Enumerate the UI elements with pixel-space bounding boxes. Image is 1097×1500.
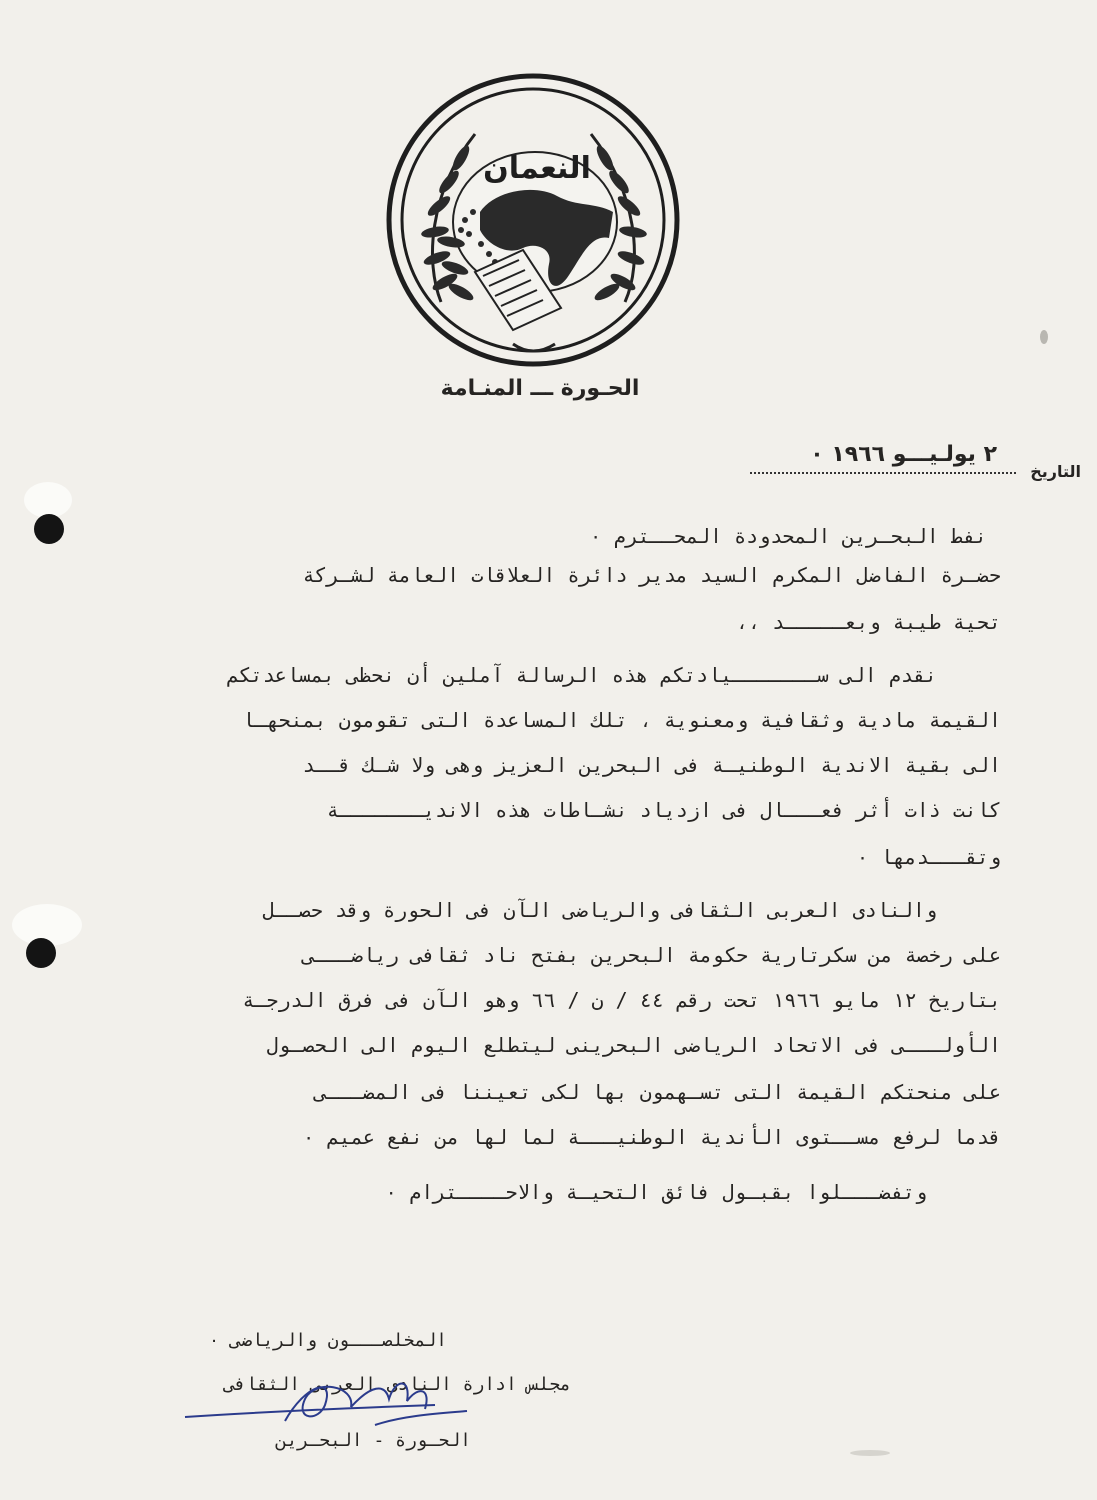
signoff-location: الحـورة - البحـرين (275, 1430, 471, 1451)
signoff-council: مجلس ادارة النادى العربى الثقافى (224, 1374, 571, 1395)
body-line: وتقـــدمها ٠ (856, 845, 1001, 869)
body-line: الأولـــى فى الاتحاد الرياضى البحرينى ليتطلع اليوم الى الحصـول (266, 1033, 1001, 1057)
body-line: نفط البحـرين المحدودة المحــترم ٠ (589, 524, 987, 548)
body-line: نقدم الى ســـــــيادتكم هذه الرسالة آملين أن نحظى بمساعدتكم (226, 663, 937, 687)
body-line: قدما لرفع مســتوى الأندية الوطنيـــة لما لها من نفع عميم ٠ (302, 1125, 1001, 1149)
body-line: والنادى العربى الثقافى والرياضى الآن فى الحورة وقد حصــل (262, 898, 937, 922)
date-label: التاريخ (1030, 462, 1081, 481)
body-line: كانت ذات أثر فعـــال فى ازدياد نشـاطات هذه الانديـــــــة (326, 798, 1001, 822)
club-emblem-seal (385, 72, 681, 368)
date-value: ٢ يولـيـــو ١٩٦٦ ٠ (810, 442, 997, 467)
body-line: وتفضـــلوا بقبـول فائق التحيـة والاحــــترام ٠ (385, 1180, 927, 1204)
body-line: على رخصة من سكرتارية حكومة البحرين بفتح ناد ثقافى رياضـــى (302, 943, 1001, 967)
emblem-lettering: النعمان (483, 151, 591, 186)
body-line: بتاريخ ١٢ مايو ١٩٦٦ تحت رقم ٤٤ / ن / ٦٦ وهو الآن فى فرق الدرجـة (242, 988, 1001, 1012)
paper-scuff (850, 1450, 890, 1456)
paper-tear (24, 482, 72, 518)
letterhead-place: الحـورة ـــ المنـامة (440, 376, 640, 401)
body-line: القيمة مادية وثقافية ومعنوية ، تلك المساعدة التى تقومون بمنحهـا (242, 708, 1001, 732)
body-line: الى بقية الاندية الوطنيـة فى البحرين العزيز وهى ولا شـك قــد (302, 753, 1001, 777)
date-dotted-line (750, 472, 1016, 474)
handwritten-signature (175, 1355, 475, 1445)
signoff-sincerely: المخلصـــون والرياضى ٠ (208, 1330, 447, 1351)
punch-hole-bottom (26, 938, 56, 968)
body-line: على منحتكم القيمة التى تسـهمون بها لكى تعيننا فى المضـــى (314, 1080, 1001, 1104)
punch-hole-top (34, 514, 64, 544)
body-line: حضـرة الفاضل المكرم السيد مدير دائرة العلاقات العامة لشـركة (302, 563, 1001, 587)
body-line: تحية طيبة وبعـــــد ،، (736, 610, 1001, 634)
paper-scuff (1040, 330, 1048, 344)
